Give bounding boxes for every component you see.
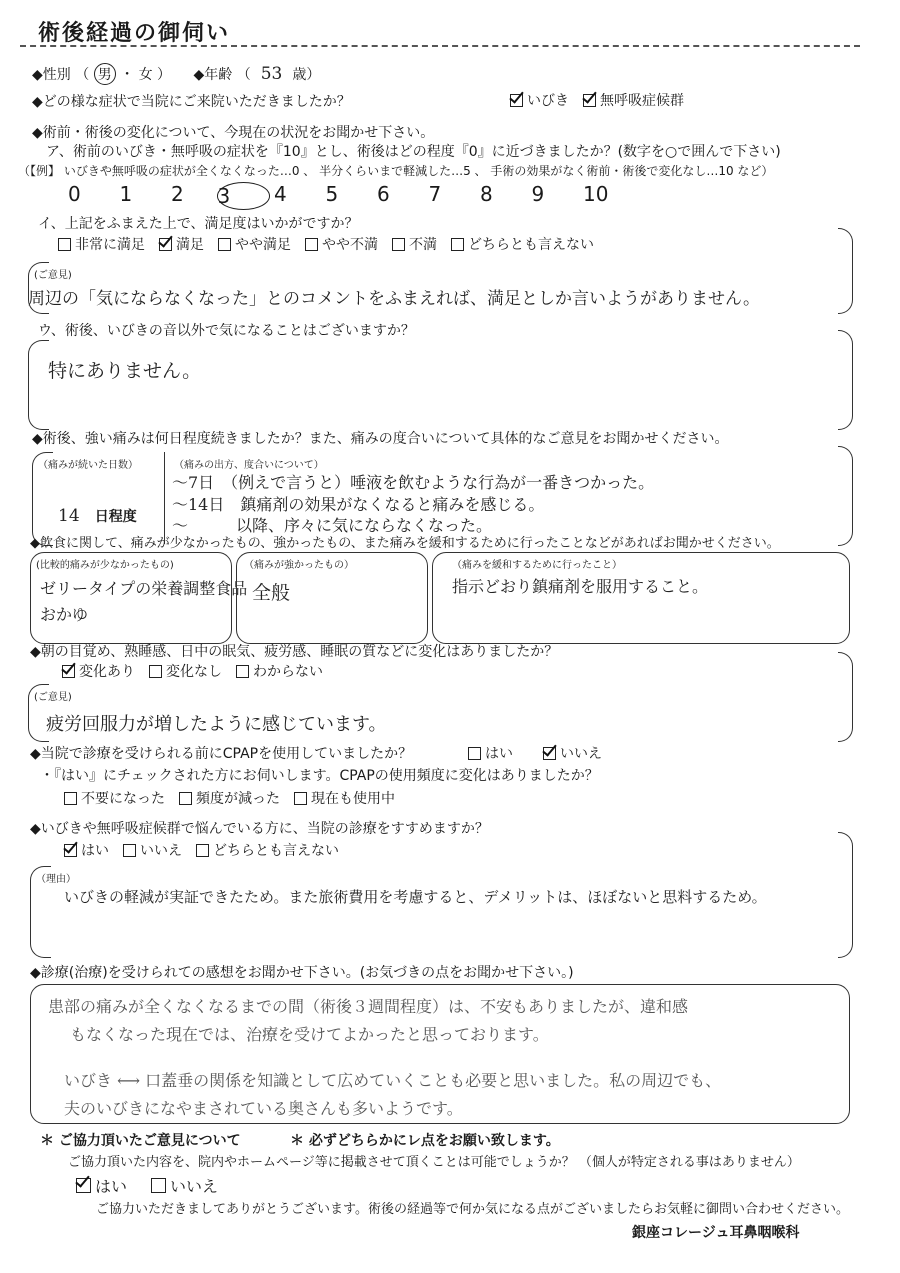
checkbox-icon[interactable] [236,665,249,678]
cpap-sub-options [64,788,395,808]
thanks-text: ご協力いただきましてありがとうございます。術後の経過等で何か気になる点がございましたらお気軽に御問い合わせください。 [96,1202,849,1217]
question-symptom: ◆どの様な症状で当院にご来院いただきましたか？ [32,94,351,110]
option-recommend-neither[interactable]: どちらとも言えない [196,840,339,860]
food-less-label: (比較的痛みが少なかったもの) [36,560,174,571]
answer-u-bracket-left [28,340,49,430]
opinion-i-bracket-right [838,228,853,314]
food-less-2[interactable]: おかゆ [40,605,89,624]
checkbox-icon[interactable] [149,665,162,678]
consent-heading-1: ＊ ご協力頂いたご意見について [40,1133,241,1149]
checkbox-icon[interactable] [294,792,307,805]
reason-label: （理由） [36,874,76,885]
pain-line-3[interactable]: ～ 以降、序々に気にならなくなった。 [172,516,493,535]
answer-u[interactable]: 特にありません。 [48,360,202,382]
food-relief-answer[interactable]: 指示どおり鎮痛剤を服用すること。 [452,577,709,596]
answer-u-bracket-right [838,330,853,430]
scale-5[interactable]: 5 [325,182,339,206]
gender-male-selected[interactable]: 男 [94,63,116,85]
question-recommend: ◆いびきや無呼吸症候群で悩んでいる方に、当院の診療をすすめますか？ [30,821,489,837]
consent-heading-2: ＊ 必ずどちらかにレ点をお願い致します。 [290,1133,560,1149]
impression-line-1[interactable]: 患部の痛みが全くなくなるまでの間（術後３週間程度）は、不安もありましたが、違和感 [48,997,689,1016]
checkbox-icon[interactable] [543,747,556,760]
scale-4[interactable]: 4 [274,182,287,206]
question-food: ◆飲食に関して、痛みが少なかったもの、強かったもの、また痛みを緩和するために行ったことなどがあればお聞かせください。 [30,536,780,551]
pain-bracket-right [838,446,853,546]
cpap-options [468,743,602,763]
question-a-example: （【例】 いびきや無呼吸の症状が全くなくなった…0 、 半分くらいまで軽減した…5 、 手術の効果がなく術前・術後で変化なし…10 など） [18,164,774,178]
question-change: ◆術前・術後の変化について、今現在の状況をお聞かせ下さい。 [32,125,435,141]
option-somewhat-dissatisfied[interactable]: やや不満 [305,234,378,254]
option-ibiki[interactable]: いびき [510,90,569,110]
option-unknown[interactable]: わからない [236,661,323,681]
opinion-i-answer[interactable]: 周辺の「気にならなくなった」とのコメントをふまえれば、満足としか言いようがありません。 [28,289,761,309]
opinion-label: (ご意見) [34,692,72,703]
question-u: ウ、術後、いびきの音以外で気になることはございますか？ [38,323,415,339]
age-label: ◆年齢 [193,67,233,83]
checkbox-icon[interactable] [218,238,231,251]
question-a: ア、術前のいびき・無呼吸の症状を『10』とし、術後はどの程度『0』に近づきましたか？(数字を○で囲んで下さい) [46,144,781,160]
scale-7[interactable]: 7 [428,182,442,206]
question-i: イ、上記をふまえた上で、満足度はいかがですか？ [38,216,359,232]
impression-line-4[interactable]: 夫のいびきになやまされている奥さんも多いようです。 [64,1099,463,1118]
option-changed[interactable]: 変化あり [62,661,135,681]
page-title: 術後経過の御伺い [38,21,231,46]
checkbox-icon[interactable] [196,844,209,857]
checkbox-icon[interactable] [64,844,77,857]
checkbox-icon[interactable] [159,238,172,251]
morning-options [62,661,323,681]
option-somewhat-satisfied[interactable]: やや満足 [218,234,291,254]
checkbox-icon[interactable] [64,792,77,805]
option-less-frequent[interactable]: 頻度が減った [179,788,280,808]
scale-row [68,182,635,210]
option-no-change[interactable]: 変化なし [149,661,222,681]
gender-open-paren: （ [75,67,90,83]
food-relief-label: （痛みを緩和するために行ったこと） [452,560,622,571]
food-strong-label: （痛みが強かったもの） [244,560,354,571]
scale-9[interactable]: 9 [531,182,545,206]
checkbox-icon[interactable] [392,238,405,251]
gender-row: ◆性別 （ 男 ・ 女 ） ◆年齢 （ 53 歳） [32,64,321,84]
consent-question: ご協力頂いた内容を、院内やホームページ等に掲載させて頂くことは可能でしょうか？ （個人が特定される事はありません） [68,1155,800,1170]
gender-separator: ・ [120,67,135,83]
option-neither[interactable]: どちらとも言えない [451,234,594,254]
gender-label: ◆性別 [32,67,71,83]
impression-line-3[interactable]: いびき ⟷ 口蓋垂の関係を知識として広めていくことも必要と思いました。私の周辺でも、 [64,1071,722,1090]
option-no-longer-needed[interactable]: 不要になった [64,788,165,808]
scale-10[interactable]: 10 [583,182,609,206]
scale-6[interactable]: 6 [377,182,390,206]
gender-female[interactable]: 女 [138,67,153,83]
checkbox-icon[interactable] [62,665,75,678]
recommend-options [64,840,339,860]
option-dissatisfied[interactable]: 不満 [392,234,437,254]
scale-1[interactable]: 1 [119,182,133,206]
pain-days-unit: 日程度 [94,509,137,525]
clinic-name: 銀座コレージュ耳鼻咽喉科 [632,1225,800,1241]
option-still-using[interactable]: 現在も使用中 [294,788,395,808]
option-cpap-no[interactable]: いいえ [543,743,602,763]
option-osa[interactable]: 無呼吸症候群 [583,90,684,110]
age-value[interactable]: 53 [260,64,283,84]
scale-2[interactable]: 2 [171,182,184,206]
impression-line-2[interactable]: もなくなった現在では、治療を受けてよかったと思っております。 [70,1025,549,1044]
checkbox-icon[interactable] [76,1178,91,1193]
food-strong-answer[interactable]: 全般 [252,582,291,604]
pain-line-1[interactable]: ～7日 （例えで言うと）唾液を飲むような行為が一番きつかった。 [172,473,655,492]
question-cpap: ◆当院で診療を受けられる前にCPAPを使用していましたか？ [30,746,413,762]
satisfaction-options [58,234,594,254]
question-impression: ◆診療(治療)を受けられての感想をお聞かせ下さい。(お気づきの点をお聞かせ下さい。) [30,965,574,981]
pain-detail-label: （痛みの出方、度合いについて） [174,460,324,471]
title-divider [20,45,860,47]
checkbox-icon[interactable] [451,238,464,251]
pain-days-row [58,506,137,526]
opinion-label: (ご意見) [34,270,72,281]
symptom-options [510,90,684,110]
age-unit: 歳 [292,67,307,83]
checkbox-icon[interactable] [583,94,596,107]
reason-bracket-right [838,832,853,958]
option-recommend-yes[interactable]: はい [64,840,109,860]
option-consent-no[interactable]: いいえ [151,1174,218,1197]
scale-8[interactable]: 8 [480,182,493,206]
food-less-1[interactable]: ゼリータイプの栄養調整食品 [40,579,248,598]
option-very-satisfied[interactable]: 非常に満足 [58,234,145,254]
question-pain: ◆術後、強い痛みは何日程度続きましたか？また、痛みの度合いについて具体的なご意見をお聞かせください。 [32,431,729,447]
option-recommend-no[interactable]: いいえ [123,840,182,860]
checkbox-icon[interactable] [468,747,481,760]
option-cpap-yes[interactable]: はい [468,743,513,763]
scale-0[interactable]: 0 [68,182,81,206]
scale-3-selected[interactable]: 3 [217,182,271,210]
checkbox-icon[interactable] [305,238,318,251]
gender-close-paren: ） [157,67,172,83]
checkbox-icon[interactable] [179,792,192,805]
consent-options [76,1174,218,1197]
option-consent-yes[interactable]: はい [76,1174,127,1197]
checkbox-icon[interactable] [58,238,71,251]
morning-bracket-right [838,652,853,742]
pain-days-value[interactable]: 14 [58,506,80,526]
pain-days-label: （痛みが続いた日数） [38,460,138,471]
question-morning: ◆朝の目覚め、熟睡感、日中の眠気、疲労感、睡眠の質などに変化はありましたか？ [30,644,559,660]
pain-divider [164,452,165,544]
opinion-morning-answer[interactable]: 疲労回服力が増したように感じています。 [46,714,387,735]
checkbox-icon[interactable] [123,844,136,857]
checkbox-icon[interactable] [151,1178,166,1193]
reason-answer[interactable]: いびきの軽減が実証できたため。また旅術費用を考慮すると、デメリットは、ほぼないと思料するため。 [64,888,767,906]
question-cpap-sub: ・『はい』にチェックされた方にお伺いします。CPAPの使用頻度に変化はありましたか？ [40,768,599,784]
checkbox-icon[interactable] [510,94,523,107]
option-satisfied[interactable]: 満足 [159,234,204,254]
pain-line-2[interactable]: ～14日 鎮痛剤の効果がなくなると痛みを感じる。 [172,495,545,514]
